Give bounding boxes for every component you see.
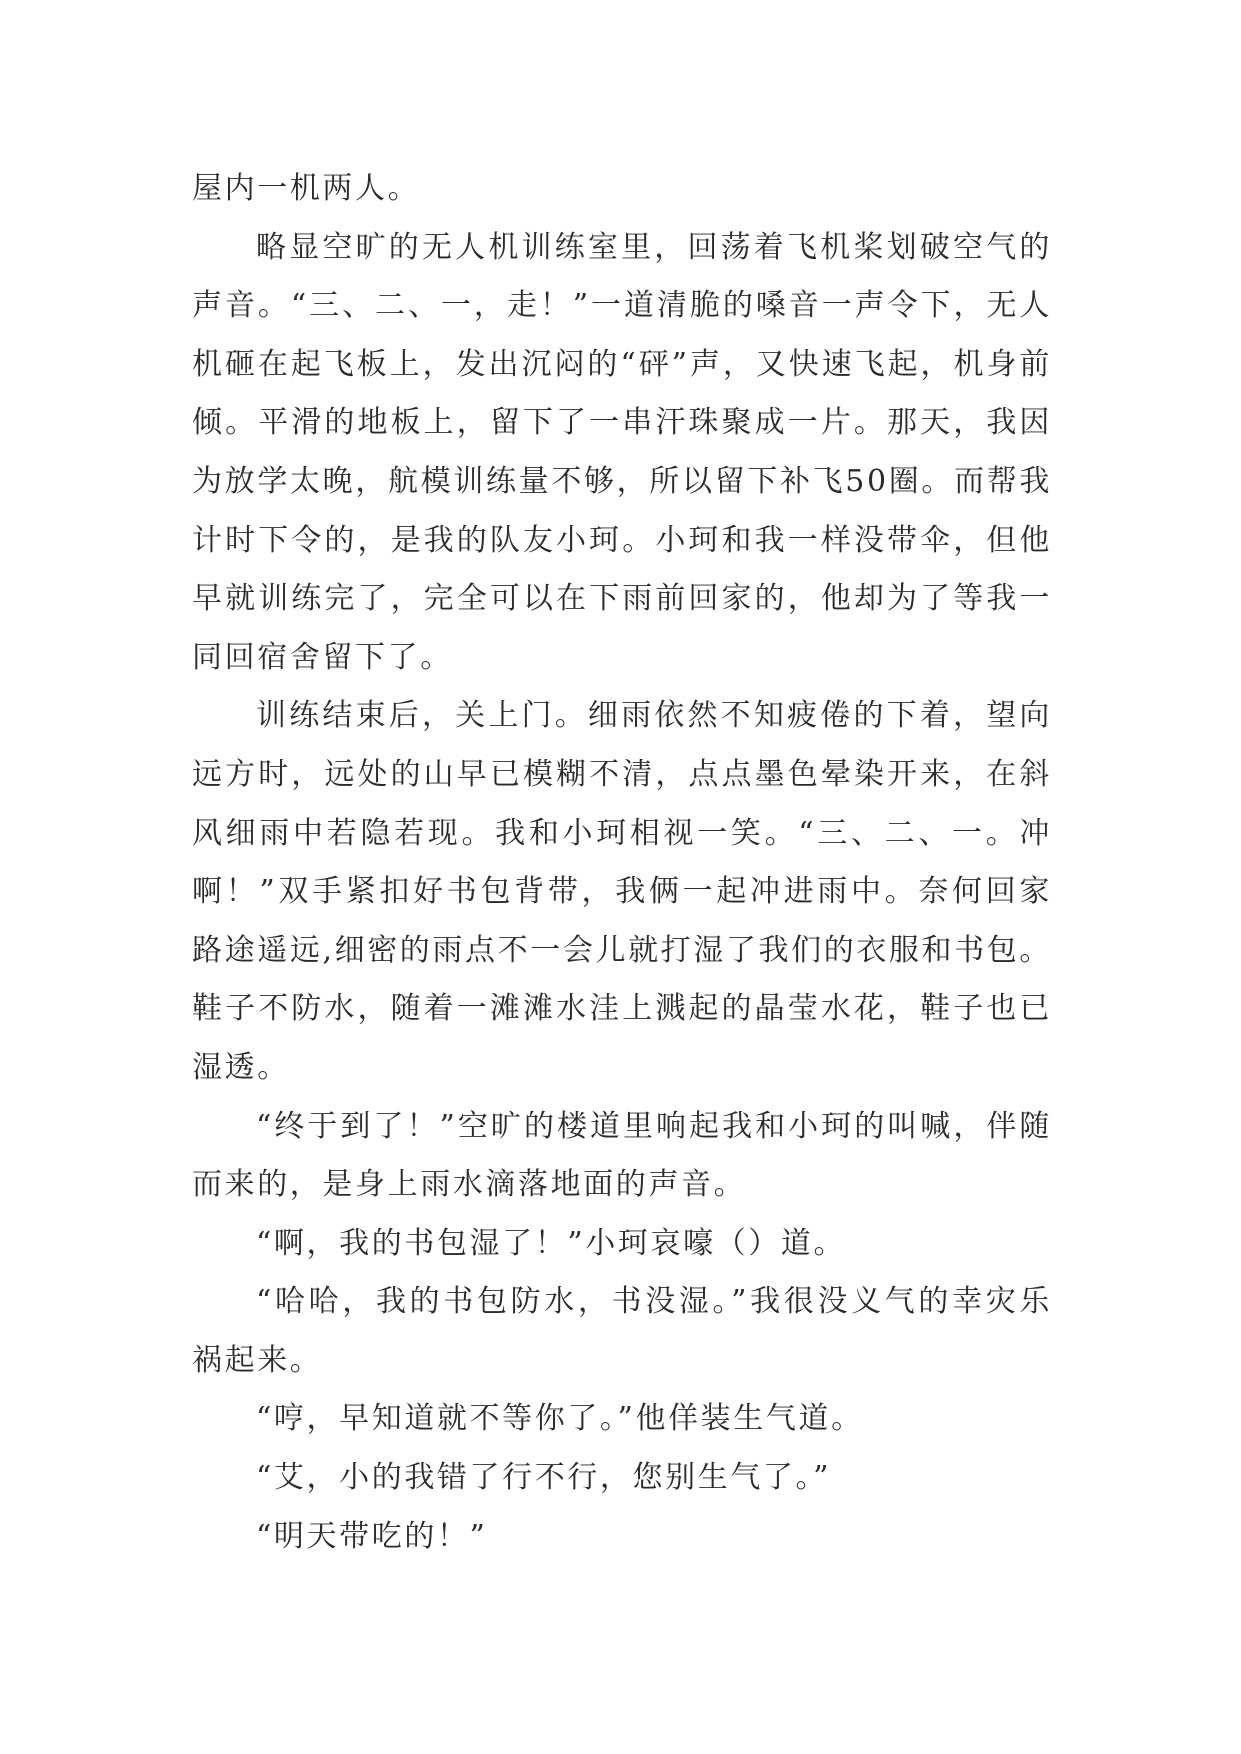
paragraph-2: 略显空旷的无人机训练室里，回荡着飞机桨划破空气的声音。“三、二、一，走！”一道清脆的嗓音一声令下，无人机砸在起飞板上，发出沉闷的“砰”声，又快速飞起，机身前倾。平滑的地板上，留下了一串汗珠聚成一片。那天，我因为放学太晚，航模训练量不够，所以留下补飞50圈。而帮我计时下令的，是我的队友小珂。小珂和我一样没带伞，但他早就训练完了，完全可以在下雨前回家的，他却为了等我一同回宿舍留下了。 bbox=[192, 229, 1052, 675]
paragraph-1: 屋内一机两人。 bbox=[192, 171, 421, 206]
paragraph-9: “明天带吃的！” bbox=[256, 1518, 488, 1554]
document-body bbox=[192, 160, 1052, 1566]
paragraph-7: “哼，早知道就不等你了。”他佯装生气道。 bbox=[256, 1401, 864, 1437]
paragraph-5: “啊，我的书包湿了！”小珂哀嚎（）道。 bbox=[256, 1225, 847, 1261]
paragraph-4: “终于到了！”空旷的楼道里响起我和小珂的叫喊，伴随而来的，是身上雨水滴落地面的声音。 bbox=[192, 1108, 1052, 1203]
paragraph-3: 训练结束后，关上门。细雨依然不知疲倦的下着，望向远方时，远处的山早已模糊不清，点点墨色晕染开来，在斜风细雨中若隐若现。我和小珂相视一笑。“三、二、一。冲啊！”双手紧扣好书包背带，我俩一起冲进雨中。奈何回家路途遥远,细密的雨点不一会儿就打湿了我们的衣服和书包。鞋子不防水，随着一滩滩水洼上溅起的晶莹水花，鞋子也已湿透。 bbox=[192, 698, 1052, 1085]
paragraph-6: “哈哈，我的书包防水，书没湿。”我很没义气的幸灾乐祸起来。 bbox=[192, 1284, 1052, 1378]
paragraph-8: “艾，小的我错了行不行，您别生气了。” bbox=[256, 1460, 832, 1496]
